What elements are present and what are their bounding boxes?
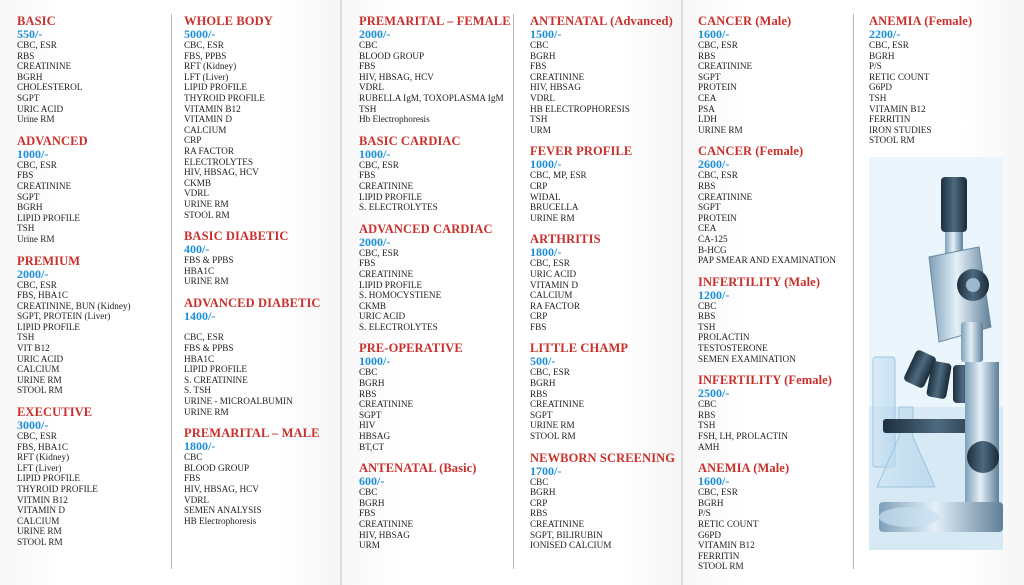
package-test-item: VITAMIN B12 [698, 540, 755, 551]
package-test-item: BT,CT [359, 441, 385, 452]
package-price: 1000/- [359, 354, 391, 369]
package-pre-operative [359, 342, 519, 462]
package-test-item: LIPID PROFILE [184, 364, 248, 375]
package-test-item: CKMB [359, 300, 387, 311]
package-test-item: VITAMIN B12 [869, 103, 926, 114]
package-test-item: SGPT [17, 191, 40, 202]
package-test-item: FERRITIN [698, 550, 740, 561]
package-title: BASIC DIABETIC [184, 229, 289, 244]
package-test-item: FBS [530, 61, 547, 72]
package-test-item: P/S [698, 508, 711, 519]
package-test-item: CRP [530, 180, 548, 191]
package-price: 1600/- [698, 27, 730, 41]
package-test-item: HIV, HBSAG, HCV [359, 71, 434, 82]
package-whole-body [184, 15, 344, 230]
package-test-item: FBS [17, 170, 34, 181]
package-test-item: SGPT [698, 202, 721, 213]
package-test-item: SGPT [17, 92, 40, 103]
package-test-item: STOOL RM [869, 135, 915, 146]
package-test-item: RBS [17, 50, 35, 61]
package-test-item: RBS [698, 409, 716, 420]
package-test-item: FSH, LH, PROLACTIN [698, 431, 788, 442]
package-test-item: LFT (Liver) [17, 462, 62, 473]
package-test-item: IONISED CALCIUM [530, 540, 612, 551]
package-test-item: RA FACTOR [530, 300, 580, 311]
package-test-item: CBC, ESR [698, 40, 738, 50]
package-test-item: THYROID PROFILE [17, 484, 98, 494]
package-title: ANTENATAL (Basic) [359, 461, 477, 476]
package-test-item: S. ELECTROLYTES [359, 321, 438, 332]
package-title: ANEMIA (Female) [869, 14, 973, 28]
package-test-item: CBC, ESR [184, 40, 224, 50]
package-title: CANCER (Male) [698, 14, 792, 28]
package-test-item: THYROID PROFILE [184, 92, 265, 103]
package-test-item: G6PD [698, 529, 721, 540]
package-test-item: LIPID PROFILE [359, 279, 423, 290]
package-title: FEVER PROFILE [530, 144, 633, 159]
package-test-item: URINE RM [184, 406, 229, 417]
package-executive [17, 406, 177, 558]
package-test-item: VDRL [184, 494, 210, 505]
package-test-item: CBC [530, 40, 549, 50]
package-test-item: RBS [359, 388, 377, 399]
package-test-item: CREATININE [530, 71, 585, 82]
package-test-item: CREATININE [530, 399, 585, 410]
package-test-item: VDRL [359, 82, 385, 93]
package-test-item: CBC, ESR [530, 258, 570, 269]
package-test-item: CBC, ESR [184, 332, 224, 343]
package-test-item: BGRH [530, 50, 556, 61]
package-title: ARTHRITIS [530, 232, 601, 247]
package-test-item: CBC, ESR [17, 279, 57, 290]
package-test-item: HBA1C [184, 265, 215, 276]
package-test-item: STOOL RM [530, 431, 576, 442]
package-test-item: PROTEIN [698, 212, 737, 223]
package-test-item: CBC [530, 476, 549, 487]
package-test-item: CBC, ESR [17, 159, 57, 170]
package-test-item: SGPT [698, 71, 721, 82]
package-test-item: HIV, HBSAG [359, 529, 410, 540]
package-test-item: HBSAG [359, 431, 391, 442]
package-test-item: STOOL RM [17, 385, 63, 396]
package-title: PREMARITAL – MALE [184, 426, 320, 441]
package-test-item: URIC ACID [530, 268, 577, 279]
package-test-item: BLOOD GROUP [359, 50, 425, 61]
package-title: BASIC CARDIAC [359, 133, 461, 148]
package-title: ADVANCED DIABETIC [184, 295, 321, 310]
package-test-item: FBS, PPBS [184, 50, 227, 61]
package-test-item: URIC ACID [17, 103, 64, 114]
package-test-item: URINE RM [698, 124, 743, 135]
package-test-item: VITMIN B12 [17, 494, 68, 505]
package-test-item: VDRL [530, 92, 556, 103]
package-test-item: STOOL RM [698, 561, 744, 572]
package-column-4 [530, 15, 690, 561]
package-test-item: VITAMIN D [184, 114, 233, 125]
package-column-5 [698, 15, 858, 582]
package-test-item: P/S [869, 61, 882, 72]
package-infertility-female [698, 374, 858, 462]
package-test-item: FBS [184, 473, 201, 484]
package-test-item: CRP [530, 497, 548, 508]
package-test-item: BGRH [869, 50, 895, 61]
package-title: CANCER (Female) [698, 144, 804, 159]
package-price: 1800/- [184, 439, 216, 454]
package-test-item: URIC ACID [17, 353, 64, 364]
package-test-item: CBC [698, 399, 717, 410]
package-price: 2200/- [869, 27, 901, 41]
package-column-1 [17, 15, 177, 558]
package-advanced [17, 135, 177, 255]
package-test-item: ELECTROLYTES [184, 156, 253, 167]
package-test-item: URINE RM [184, 276, 229, 287]
package-advanced-diabetic [184, 297, 344, 427]
package-test-item: STOOL RM [184, 209, 230, 220]
package-infertility-male [698, 276, 858, 375]
package-test-item: PAP SMEAR AND EXAMINATION [698, 255, 836, 266]
package-advanced-cardiac [359, 223, 519, 343]
package-anemia-male [698, 462, 858, 582]
package-test-item: FBS [359, 258, 376, 269]
package-title: ANTENATAL (Advanced) [530, 14, 673, 28]
package-test-item: CBC, ESR [869, 40, 909, 50]
package-test-item: HBA1C [184, 353, 215, 364]
package-test-item: CREATININE [17, 180, 72, 191]
package-premarital-female [359, 15, 519, 135]
package-test-item: FBS [359, 170, 376, 181]
package-basic [17, 15, 177, 135]
package-test-item: LIPID PROFILE [359, 191, 423, 202]
package-test-item: TSH [698, 321, 716, 332]
package-title: LITTLE CHAMP [530, 341, 629, 356]
package-test-item: SGPT, PROTEIN (Liver) [17, 311, 111, 322]
package-test-item: SGPT, BILIRUBIN [530, 529, 603, 540]
package-price: 600/- [359, 474, 385, 489]
package-test-item: HB ELECTROPHORESIS [530, 103, 630, 114]
package-test-item: BGRH [17, 71, 43, 82]
package-test-item: WIDAL [530, 191, 561, 202]
package-test-item: BRUCELLA [530, 202, 579, 213]
package-title: INFERTILITY (Female) [698, 373, 833, 388]
package-test-item: URINE RM [530, 420, 575, 431]
package-test-item: LIPID PROFILE [17, 473, 81, 484]
package-price: 1000/- [530, 157, 562, 172]
package-antenatal-advanced [530, 15, 690, 145]
package-test-item: SGPT [359, 409, 382, 420]
package-column-3 [359, 15, 519, 561]
package-test-item: CBC, MP, ESR [530, 170, 587, 181]
package-test-item: LIPID PROFILE [17, 212, 81, 223]
package-test-item: RETIC COUNT [869, 71, 930, 82]
package-test-item: CRP [530, 311, 548, 322]
package-title: ADVANCED [17, 133, 88, 148]
package-price: 1700/- [530, 463, 562, 478]
package-test-item: CREATININE [359, 399, 414, 410]
package-test-item: BGRH [359, 378, 385, 389]
package-test-item: CHOLESTEROL [17, 82, 83, 93]
package-price: 2000/- [359, 27, 391, 41]
package-test-item: CREATININE, BUN (Kidney) [17, 300, 131, 311]
package-test-item: URIC ACID [359, 311, 406, 322]
package-test-item: URINE RM [184, 198, 229, 209]
package-test-item: CBC, ESR [359, 247, 399, 258]
package-test-item: PROLACTIN [698, 332, 750, 343]
package-price: 2600/- [698, 157, 730, 172]
package-test-item: G6PD [869, 82, 892, 93]
package-test-item: S. HOMOCYSTIENE [359, 290, 442, 301]
package-test-item: VITAMIN D [530, 279, 579, 290]
package-test-item: TSH [530, 114, 548, 125]
package-test-item: B-HCG [698, 244, 727, 255]
package-test-item: FBS & PPBS [184, 255, 234, 266]
package-test-item: URINE - MICROALBUMIN [184, 396, 293, 407]
package-test-item: CBC [184, 452, 203, 463]
package-test-item: CREATININE [17, 61, 72, 72]
package-test-item: URM [359, 540, 380, 551]
package-cancer-female [698, 145, 858, 275]
package-test-item: VDRL [184, 188, 210, 199]
package-test-item: CALCIUM [530, 290, 573, 301]
package-column-6 [869, 15, 1024, 156]
package-test-item: RBS [530, 508, 548, 519]
package-newborn-screening [530, 452, 690, 561]
package-price: 1000/- [359, 146, 391, 161]
package-test-item: FBS & PPBS [184, 343, 234, 354]
package-test-item: CBC [359, 367, 378, 378]
package-title: ANEMIA (Male) [698, 461, 790, 476]
package-title: PREMARITAL – FEMALE [359, 14, 511, 28]
package-test-item: S. CREATININE [184, 374, 248, 385]
package-title: WHOLE BODY [184, 14, 273, 28]
package-test-item: Urine RM [17, 233, 55, 244]
package-test-item: FBS [359, 61, 376, 72]
package-price: 2000/- [17, 266, 49, 281]
package-test-item: HIV [359, 420, 376, 431]
package-fever-profile [530, 145, 690, 233]
package-test-item: CALCIUM [17, 515, 60, 526]
package-test-item: URINE RM [17, 526, 62, 537]
package-test-item: RFT (Kidney) [184, 61, 237, 72]
package-test-item: BGRH [359, 497, 385, 508]
package-test-item: HIV, HBSAG [530, 82, 581, 93]
package-test-item: VITAMIN D [17, 505, 66, 516]
package-test-item: CEA [698, 223, 717, 234]
package-test-item: CEA [698, 92, 717, 103]
package-test-item: SGPT [530, 409, 553, 420]
package-test-item: RBS [530, 388, 548, 399]
package-price: 2500/- [698, 386, 730, 401]
package-test-item: FBS [359, 508, 376, 519]
package-test-item: CBC [359, 487, 378, 498]
package-test-item: LIPID PROFILE [184, 82, 248, 93]
package-test-item: URINE RM [17, 374, 62, 385]
package-test-item: CREATININE [359, 268, 414, 279]
package-test-item: CBC, ESR [698, 487, 738, 498]
package-price: 5000/- [184, 27, 216, 41]
package-test-item: CA-125 [698, 233, 728, 244]
package-test-item: Urine RM [17, 114, 55, 125]
package-test-item: FERRITIN [869, 114, 911, 125]
package-test-item: TSH [17, 223, 35, 234]
package-test-item: SEMEN EXAMINATION [698, 353, 796, 364]
package-test-item: BGRH [698, 497, 724, 508]
package-basic-diabetic [184, 230, 344, 297]
package-test-item: CALCIUM [184, 124, 227, 135]
package-test-item: TSH [359, 103, 377, 114]
package-test-item: LFT (Liver) [184, 71, 229, 82]
package-test-item: LIPID PROFILE [17, 321, 81, 332]
package-test-item: BGRH [530, 487, 556, 498]
package-title: PRE-OPERATIVE [359, 341, 463, 356]
package-test-item: STOOL RM [17, 536, 63, 547]
package-test-item: HIV, HBSAG, HCV [184, 484, 259, 494]
package-test-item: FBS, HBA1C [17, 441, 69, 452]
package-test-item: PROTEIN [698, 82, 737, 93]
package-test-item: RBS [698, 311, 716, 322]
package-price: 500/- [530, 354, 556, 369]
package-test-item: CREATININE [359, 180, 414, 191]
package-price: 550/- [17, 27, 43, 41]
package-price: 400/- [184, 242, 210, 257]
package-test-item: S. ELECTROLYTES [359, 202, 438, 213]
package-test-item: IRON STUDIES [869, 124, 932, 135]
package-price: 3000/- [17, 418, 49, 433]
package-title: ADVANCED CARDIAC [359, 221, 493, 236]
package-test-item: CBC [359, 40, 378, 50]
package-test-item: BGRH [17, 202, 43, 213]
package-test-item: LDH [698, 114, 717, 125]
package-test-item: RBS [698, 180, 716, 191]
package-test-item: RUBELLA IgM, TOXOPLASMA IgM [359, 92, 504, 103]
package-test-item: Hb Electrophoresis [359, 114, 430, 125]
package-title: BASIC [17, 14, 56, 28]
package-test-item: CALCIUM [17, 364, 60, 375]
package-price: 1800/- [530, 245, 562, 260]
package-title: PREMIUM [17, 253, 81, 268]
package-title: NEWBORN SCREENING [530, 450, 676, 465]
package-test-item: HIV, HBSAG, HCV [184, 167, 259, 178]
package-test-item: CKMB [184, 177, 212, 188]
package-test-item: CBC, ESR [698, 170, 738, 181]
package-price: 1200/- [698, 287, 730, 302]
package-title: INFERTILITY (Male) [698, 274, 821, 289]
package-test-item: CREATININE [698, 61, 753, 72]
package-price: 1400/- [184, 308, 216, 323]
package-little-champ [530, 342, 690, 451]
package-arthritis [530, 233, 690, 342]
package-test-item: RBS [698, 50, 716, 61]
package-test-item: CREATININE [530, 519, 585, 529]
package-test-item: RETIC COUNT [698, 519, 759, 529]
package-test-item: CBC, ESR [17, 431, 57, 442]
package-test-item: URM [530, 124, 551, 135]
package-test-item: BGRH [530, 378, 556, 389]
package-test-item: FBS, HBA1C [17, 290, 69, 301]
package-test-item: FBS [530, 321, 547, 332]
package-test-item: PSA [698, 103, 715, 114]
package-test-item [184, 322, 344, 333]
package-test-item: TSH [17, 332, 35, 343]
package-test-item: VITAMIN B12 [184, 103, 241, 114]
package-test-item: VIT B12 [17, 343, 50, 354]
package-test-item: CBC, ESR [17, 40, 57, 50]
microscope-icon [869, 157, 1003, 550]
package-price: 2000/- [359, 234, 391, 249]
package-test-item: CREATININE [359, 519, 414, 529]
package-column-2 [184, 15, 344, 536]
package-test-item: TESTOSTERONE [698, 343, 768, 354]
package-test-item: CREATININE [698, 191, 753, 202]
package-price: 1500/- [530, 27, 562, 41]
package-test-item: CRP [184, 135, 202, 146]
package-antenatal-basic [359, 462, 519, 561]
package-test-item: CBC, ESR [359, 159, 399, 170]
package-premium [17, 255, 177, 407]
package-test-item: TSH [869, 92, 887, 103]
package-premarital-male [184, 427, 344, 536]
package-test-item: CBC [698, 300, 717, 311]
package-test-item: AMH [698, 441, 720, 452]
package-test-item: CBC, ESR [530, 367, 570, 378]
package-price: 1600/- [698, 474, 730, 489]
package-title: EXECUTIVE [17, 405, 93, 420]
package-test-item: URINE RM [530, 212, 575, 223]
package-test-item: SEMEN ANALYSIS [184, 505, 262, 516]
package-test-item: TSH [698, 420, 716, 431]
package-basic-cardiac [359, 135, 519, 223]
package-test-item: BLOOD GROUP [184, 462, 250, 473]
package-test-item: RFT (Kidney) [17, 452, 70, 463]
package-price: 1000/- [17, 146, 49, 161]
package-test-item: S. TSH [184, 385, 211, 396]
package-cancer-male [698, 15, 858, 145]
package-test-item: HB Electrophoresis [184, 515, 257, 526]
package-anemia-female [869, 15, 1024, 156]
package-test-item: RA FACTOR [184, 145, 234, 156]
